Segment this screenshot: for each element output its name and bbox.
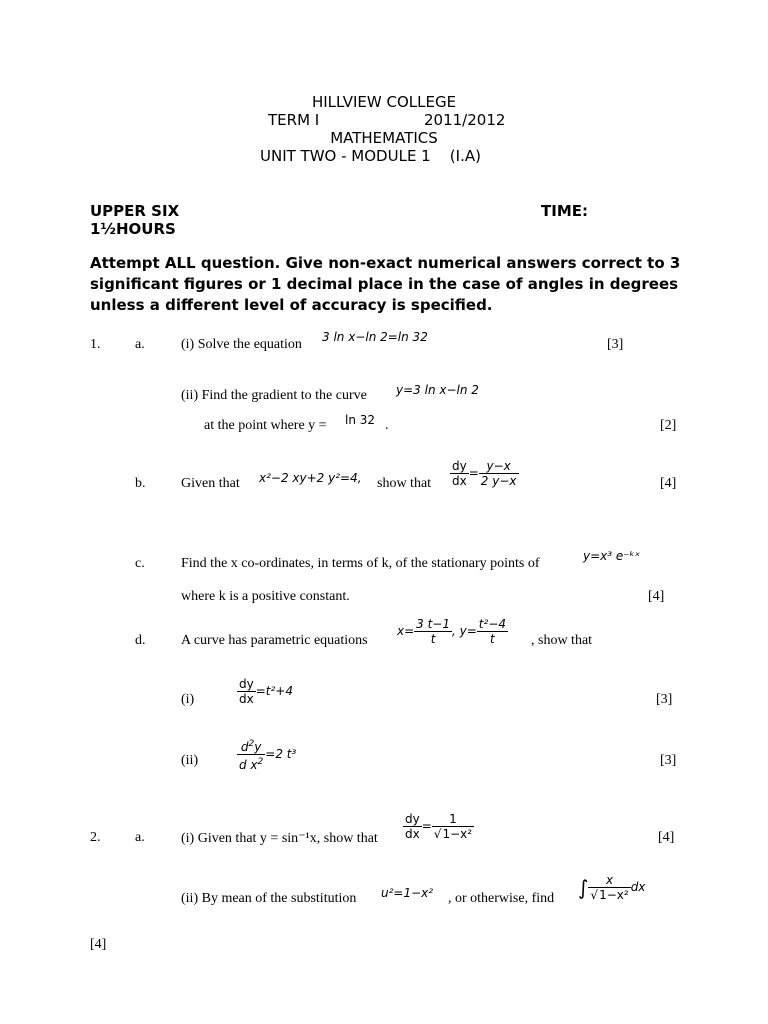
time-label: TIME: — [541, 202, 588, 220]
q2a-ii-equation: u²=1−x² — [381, 886, 434, 900]
q1a-i-equation: 3 ln x−ln 2=ln 32 — [322, 330, 428, 344]
q1b-equation: x²−2 xy+2 y²=4, — [259, 471, 362, 485]
q2a-label: a. — [135, 830, 145, 845]
dx: dx — [452, 474, 467, 488]
q1d-i-derivative — [237, 677, 293, 706]
unit-module: UNIT TWO - MODULE 1 (I.A) — [260, 147, 481, 165]
q1d-show: , show that — [531, 633, 593, 648]
dx: dx — [239, 692, 254, 706]
q1d-y-denominator: t — [490, 632, 495, 646]
q1b-marks: [4] — [660, 476, 677, 491]
duration: 1½HOURS — [90, 220, 176, 238]
q2a-i-denominator: 1−x² — [442, 827, 473, 841]
term: TERM I — [268, 111, 320, 129]
q1a-label: a. — [135, 337, 145, 352]
q2a-i-derivative: $\frac{dy}{dx}$ = $\frac{1}{\text{√1−x²}}$ — [405, 812, 473, 841]
q2a-ii-integral: ∫ $\frac{x}{\text{√1−x²}}$ dx — [578, 873, 646, 902]
q2a-i-marks: [4] — [658, 830, 675, 845]
q1b-show: show that — [377, 476, 432, 491]
q1a-ii-text: (ii) Find the gradient to the curve — [181, 388, 367, 403]
q1c-text: Find the x co-ordinates, in terms of k, of the stationary points of — [181, 556, 540, 571]
q1b-text: Given that — [181, 476, 240, 491]
q1c-label: c. — [135, 556, 145, 571]
school-year: 2011/2012 — [424, 111, 506, 129]
q1d-ii-label: (ii) — [181, 753, 199, 768]
q1b-denominator: 2 y−x — [480, 474, 517, 488]
q1d-parametric: x= $\frac{3 t-1}{t}$ , y= $\frac{\text{t²−4}}{t}$ — [397, 617, 507, 646]
q1c-text2: where k is a positive constant. — [181, 589, 350, 604]
q1c-marks: [4] — [648, 589, 665, 604]
q1-number: 1. — [90, 337, 101, 352]
q2a-i-text: (i) Given that y = sin⁻¹x, show that — [181, 831, 378, 846]
q1d-label: d. — [135, 633, 146, 648]
dy: dy — [239, 677, 254, 691]
q1c-equation: y=x³ e⁻ᵏˣ — [583, 549, 641, 563]
q1a-ii-marks: [2] — [660, 418, 677, 433]
q1d-i-label: (i) — [181, 692, 195, 707]
q1d-ii-marks: [3] — [660, 753, 677, 768]
q1a-i-marks: [3] — [607, 337, 624, 352]
q1a-ii-value: ln 32 — [345, 413, 376, 427]
college-name: HILLVIEW COLLEGE — [311, 93, 457, 111]
q1b-derivative: $\frac{dy}{dx}$ = $\frac{y-x}{2 y-x}$ — [452, 459, 517, 488]
q2a-ii-dx: dx — [630, 880, 646, 895]
q2a-ii-denominator: 1−x² — [599, 888, 629, 902]
q2a-ii-text2: , or otherwise, find — [448, 891, 555, 906]
q1a-ii-equation: y=3 ln x−ln 2 — [396, 383, 479, 397]
q2a-ii-text: (ii) By mean of the substitution — [181, 891, 357, 906]
q1d-i-rhs: =t²+4 — [255, 684, 293, 699]
subject: MATHEMATICS — [330, 129, 438, 147]
q2-number: 2. — [90, 830, 101, 845]
q1d-i-marks: [3] — [656, 692, 673, 707]
q2a-ii-marks: [4] — [90, 937, 107, 952]
q1a-ii-dot: . — [385, 418, 389, 433]
q2a-ii-numerator: x — [588, 873, 630, 888]
q2a-i-numerator: 1 — [432, 812, 474, 827]
dy: dy — [405, 812, 420, 826]
q1b-label: b. — [135, 476, 146, 491]
q1a-i-text: (i) Solve the equation — [181, 337, 302, 352]
q1d-ii-derivative: $\frac{d^2y}{d x^2}$ =2 t³ — [239, 739, 297, 772]
q1a-ii-text2: at the point where y = — [204, 418, 327, 433]
q1d-x-denominator: t — [430, 632, 436, 646]
q1b-numerator: y−x — [479, 459, 519, 474]
instructions: Attempt ALL question. Give non-exact numerical answers correct to 3 significant figures or 1 decimal place in the case of angles in degrees unless a different level of accuracy is specified. — [90, 254, 681, 314]
q1d-y-numerator: t²−4 — [478, 617, 507, 631]
dy: dy — [452, 459, 467, 473]
q1d-text: A curve has parametric equations — [181, 633, 368, 648]
q1d-x-numerator: 3 t−1 — [416, 617, 450, 631]
dx: dx — [405, 827, 420, 841]
form-level: UPPER SIX — [90, 202, 180, 220]
q1d-ii-rhs: =2 t³ — [265, 747, 297, 762]
